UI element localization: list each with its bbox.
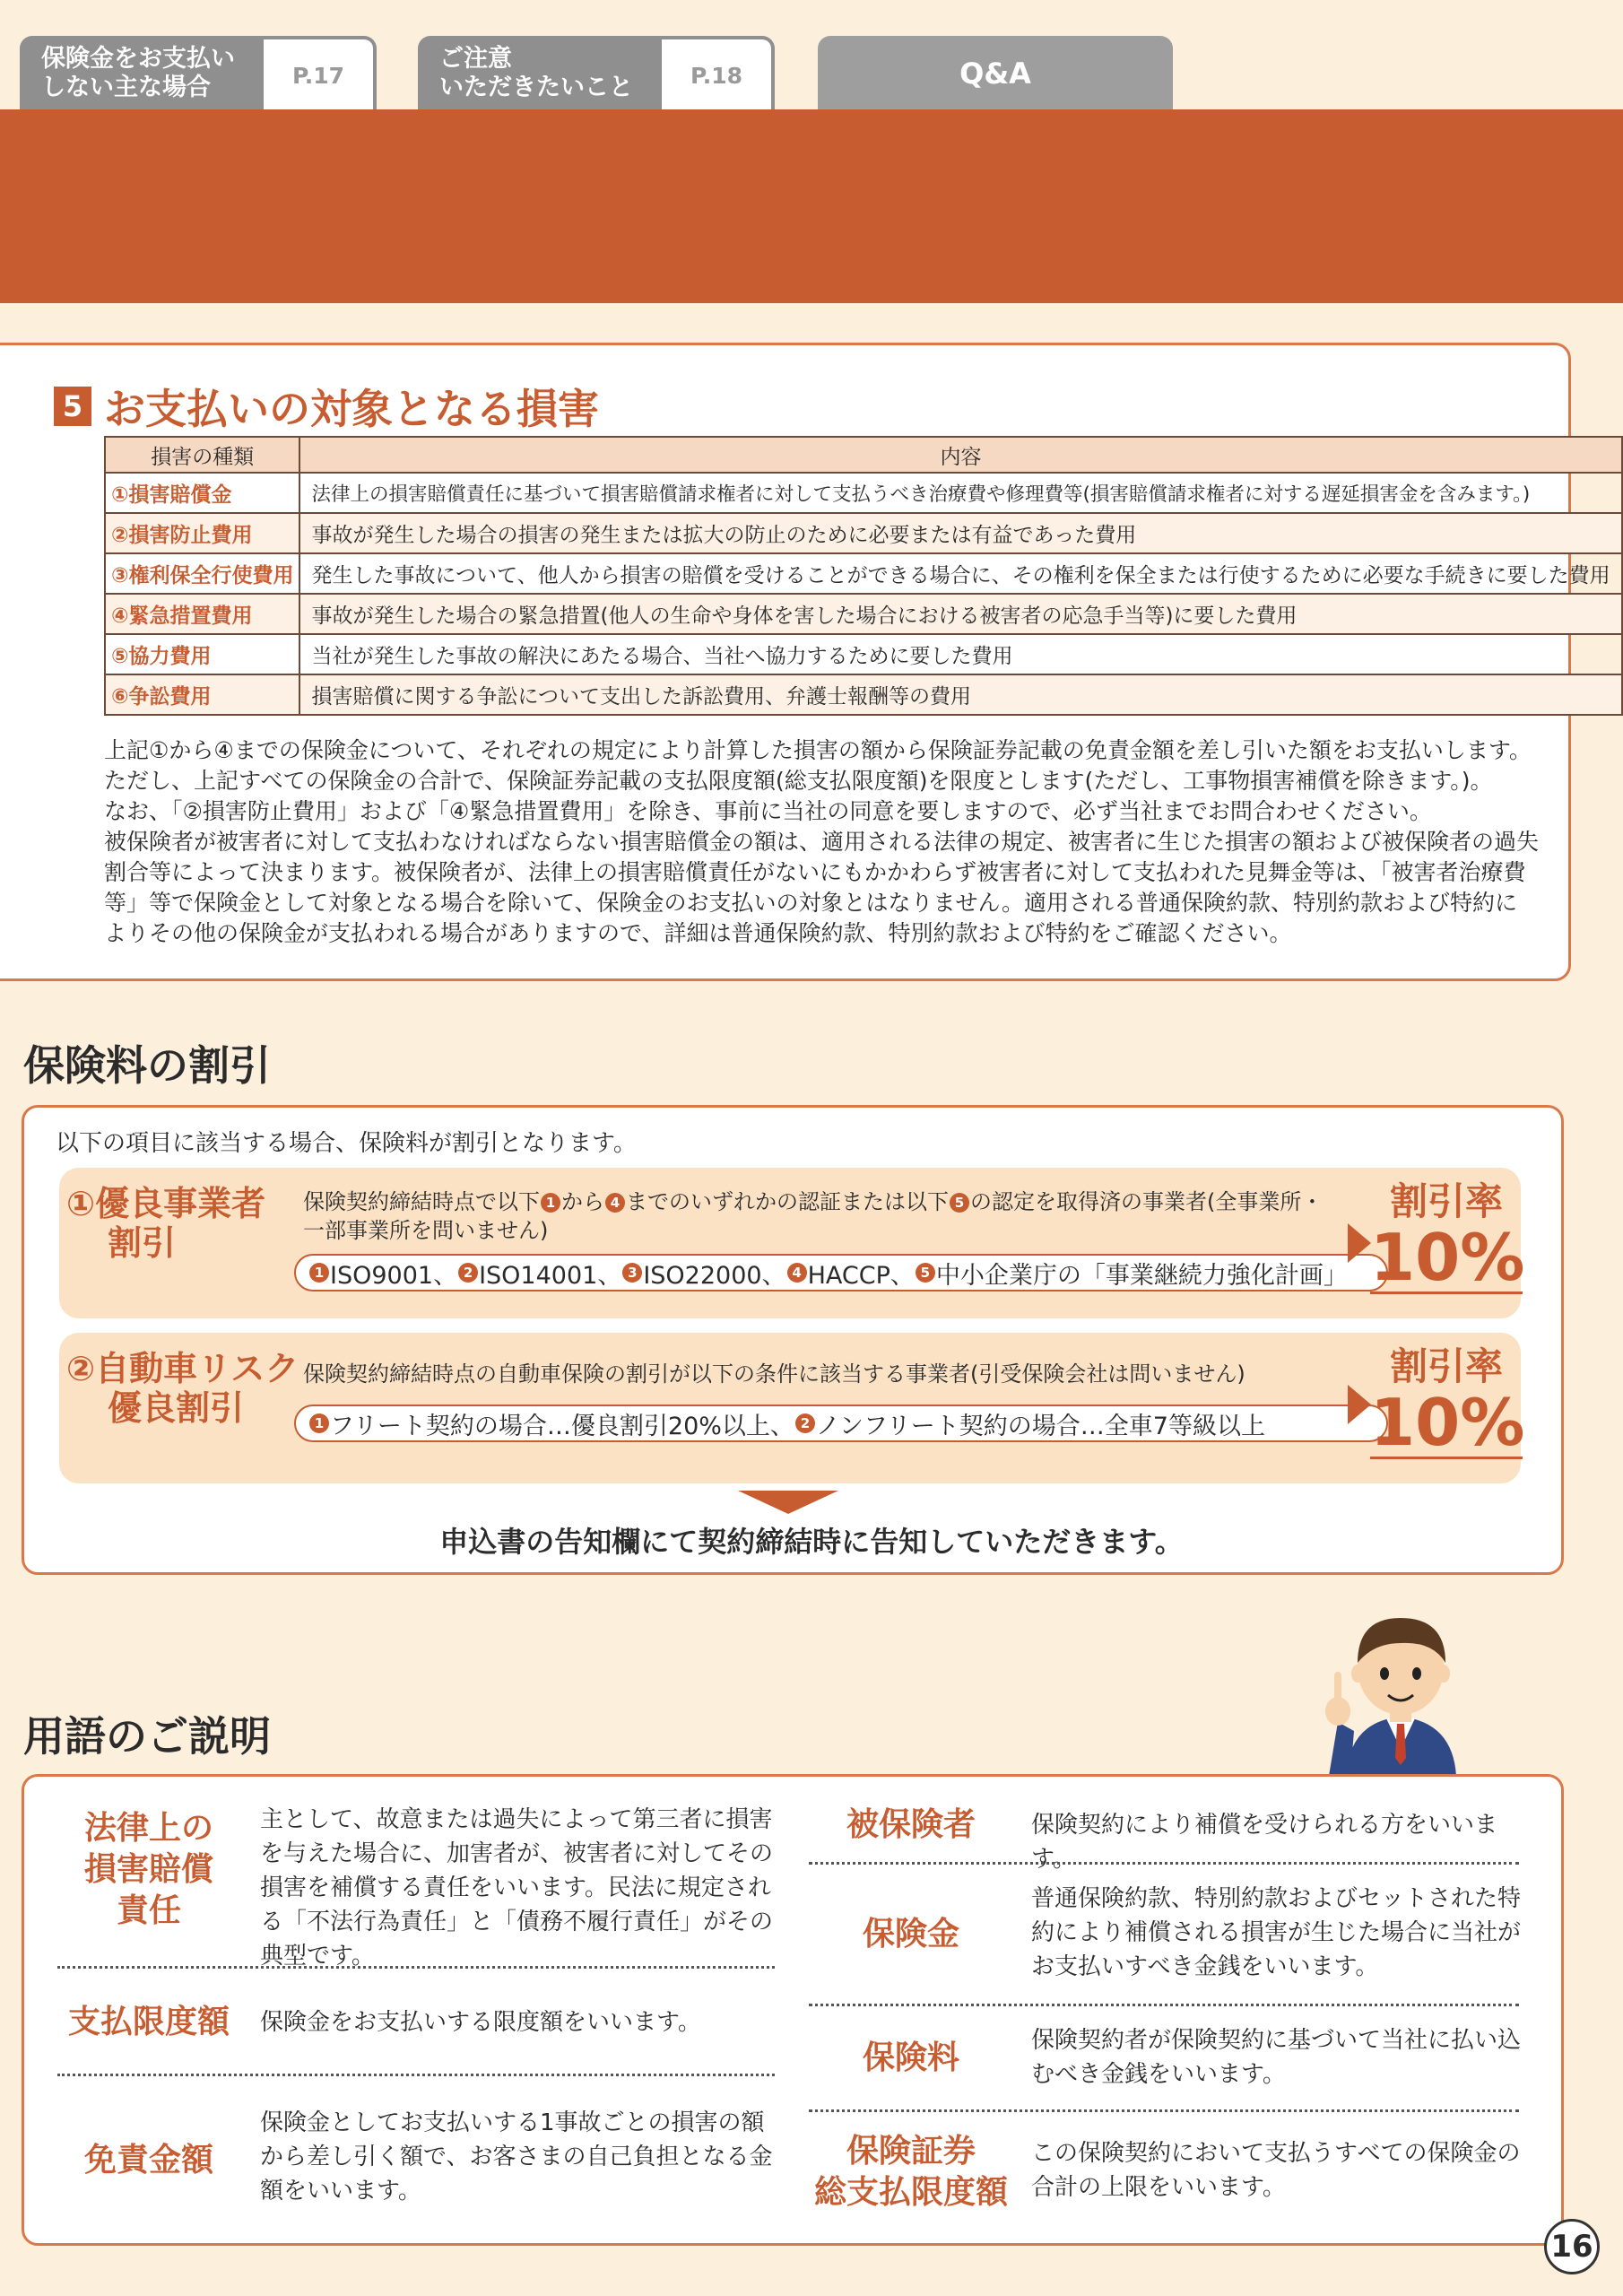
- arrow-down-icon: [738, 1491, 838, 1514]
- tab-page-ref: P.18: [662, 39, 771, 111]
- glossary-definition: 主として、故意または過失によって第三者に損害を与えた場合に、加害者が、被害者に対してその損害を補償する責任をいいます。民法に規定される「不法行為責任」と「債務不履行責任」がその典型です。: [260, 1806, 774, 1970]
- glossary-term: 免責金額: [83, 2142, 213, 2179]
- damage-kind: ⑥争訟費用: [105, 674, 299, 715]
- damage-content: 事故が発生した場合の損害の発生または拡大の防止のために必要または有益であった費用: [299, 513, 1621, 553]
- discount-item: [59, 1333, 1525, 1483]
- damage-kind: ①損害賠償金: [105, 473, 299, 513]
- arrow-right-icon: [1348, 1223, 1371, 1263]
- damage-kind: ⑤協力費用: [105, 634, 299, 674]
- damage-kind: ②損害防止費用: [105, 513, 299, 553]
- arrow-right-icon: [1348, 1385, 1371, 1424]
- discount-description: 保険契約締結時点で以下 1 から 4 までのいずれかの認証または以下 5 の認定を取得済の事業者(全事業所・ 一部事業所を問いません): [303, 1189, 1324, 1243]
- header-band: [0, 109, 1623, 303]
- damage-table: [104, 436, 1623, 716]
- discount-description: 保険契約締結時点の自動車保険の割引が以下の条件に該当する事業者(引受保険会社は問いません): [303, 1361, 1245, 1387]
- discount-name-line: ②自動車リスク: [66, 1349, 299, 1388]
- note-paragraph: 被保険者が被害者に対して支払わなければならない損害賠償金の額は、適用される法律の規定、被害者に生じた損害の額および被保険者の過失割合等によって決まります。被保険者が、法律上の損害賠償責任がないにもかかわらず被害者に対して支払われた見舞金等は、「被害者治療費等」等で保険金として対象となる場合を除いて、保険金のお支払いの対象とはなりません。適用される普通保険約款、特別約款および特約によりその他の保険金が支払われる場合がありますので、詳細は普通保険約款、特別約款および特約をご確認ください。: [104, 829, 1540, 946]
- damage-content: 発生した事故について、他人から損害の賠償を受けることができる場合に、その権利を保全または行使するために必要な手続きに要した費用: [299, 553, 1621, 594]
- discount-rate: [1370, 1345, 1523, 1459]
- circled-number: 4: [787, 1263, 807, 1283]
- note-paragraph: 上記①から④までの保険金について、それぞれの規定により計算した損害の額から保険証券記載の免責金額を差し引いた額をお支払いします。: [104, 737, 1532, 763]
- discount-name-line: ①優良事業者: [66, 1184, 266, 1223]
- certification-list: 1 ISO9001、 2 ISO14001、 3 ISO22000、 4 HACCP、 5 中小企業庁の「事業継続力強化計画」: [294, 1254, 1388, 1292]
- table-row: [105, 513, 1622, 553]
- rate-value: 10%: [1370, 1220, 1525, 1295]
- glossary-definition: 保険金としてお支払いする1事故ごとの損害の額から差し引く額で、お客さまの自己負担となる金額をいいます。: [260, 2109, 773, 2205]
- circled-number: 2: [795, 1413, 815, 1433]
- discount-rate: [1370, 1180, 1523, 1294]
- note-paragraph: なお、「②損害防止費用」および「④緊急措置費用」を除き、事前に当社の同意を要しますので、必ず当社までお問合わせください。: [104, 798, 1432, 824]
- circled-number: 3: [622, 1263, 642, 1283]
- column-header: 損害の種類: [105, 437, 299, 473]
- rate-label: 割引率: [1389, 1344, 1503, 1388]
- tab-label: Q&A: [959, 57, 1031, 91]
- condition-list: 1 フリート契約の場合…優良割引20%以上、 2 ノンフリート契約の場合…全車7等級以上: [294, 1405, 1388, 1442]
- dotted-divider: [809, 2004, 1519, 2006]
- dotted-divider: [57, 1966, 775, 1969]
- table-row: [105, 473, 1622, 513]
- glossary-term: 保険金: [862, 1916, 959, 1952]
- glossary-definition: 保険契約者が保険契約に基づいて当社に払い込むべき金銭をいいます。: [1031, 2027, 1522, 2088]
- dotted-divider: [809, 1862, 1519, 1865]
- tab-non-payment-cases[interactable]: [20, 36, 377, 111]
- section-title: [54, 377, 599, 436]
- discount-name-line: 優良割引: [108, 1388, 245, 1428]
- discount-title: 保険料の割引: [23, 1041, 271, 1090]
- circled-number: 4: [605, 1193, 625, 1213]
- damage-content: 法律上の損害賠償責任に基づいて損害賠償請求権者に対して支払うべき治療費や修理費等(損害賠償請求権者に対する遅延損害金を含みます。): [299, 473, 1621, 513]
- glossary-definition: 保険契約により補償を受けられる方をいいます。: [1031, 1812, 1498, 1873]
- dotted-divider: [57, 2074, 775, 2076]
- glossary-definition: 普通保険約款、特別約款およびセットされた特約により補償される損害が生じた場合に当社がお支払いすべき金銭をいいます。: [1031, 1885, 1522, 1980]
- rate-label: 割引率: [1389, 1179, 1503, 1223]
- table-header-row: [105, 437, 1622, 473]
- circled-number: 1: [309, 1413, 329, 1433]
- discount-intro: 以下の項目に該当する場合、保険料が割引となります。: [56, 1130, 637, 1157]
- pointing-man-illustration: [1311, 1605, 1490, 1776]
- dotted-divider: [809, 2109, 1519, 2112]
- glossary-term: 被保険者: [846, 1806, 976, 1843]
- tab-label: ご注意 いただきたいこと: [439, 45, 633, 101]
- tab-page-ref: P.17: [264, 39, 373, 111]
- tab-label: 保険金をお支払い しない主な場合: [41, 45, 235, 101]
- circled-number: 5: [916, 1263, 935, 1283]
- circled-number: 1: [541, 1193, 560, 1213]
- damage-content: 損害賠償に関する争訟について支出した訴訟費用、弁護士報酬等の費用: [299, 674, 1621, 715]
- glossary-term: 保険証券 総支払限度額: [813, 2133, 1008, 2211]
- discount-name-line: 割引: [108, 1223, 177, 1263]
- note-paragraph: ただし、上記すべての保険金の合計で、保険証券記載の支払限度額(総支払限度額)を限度とします(ただし、工事物損害補償を除きます。)。: [104, 768, 1493, 794]
- page-number: 16: [1544, 2219, 1600, 2274]
- circled-number: 2: [458, 1263, 478, 1283]
- section-number: 5: [54, 387, 91, 426]
- column-header: 内容: [299, 437, 1621, 473]
- discount-item: [59, 1168, 1525, 1318]
- glossary-title: 用語のご説明: [23, 1712, 271, 1761]
- table-row: [105, 634, 1622, 674]
- notice-text: 申込書の告知欄にて契約締結時に告知していただきます。: [439, 1525, 1184, 1559]
- glossary-definition: この保険契約において支払うすべての保険金の合計の上限をいいます。: [1031, 2140, 1521, 2201]
- circled-number: 5: [950, 1193, 969, 1213]
- tab-precautions[interactable]: [418, 36, 775, 111]
- glossary-term: 保険料: [862, 2039, 959, 2076]
- table-row: [105, 553, 1622, 594]
- table-row: [105, 674, 1622, 715]
- glossary-term: 法律上の 損害賠償 責任: [83, 1810, 213, 1929]
- damage-content: 事故が発生した場合の緊急措置(他人の生命や身体を害した場合における被害者の応急手当等)に要した費用: [299, 594, 1621, 634]
- damage-content: 当社が発生した事故の解決にあたる場合、当社へ協力するために要した費用: [299, 634, 1621, 674]
- damage-kind: ④緊急措置費用: [105, 594, 299, 634]
- payment-notes: [104, 735, 1539, 949]
- rate-value: 10%: [1370, 1385, 1525, 1460]
- glossary-term: 支払限度額: [67, 2004, 230, 2040]
- glossary-definition: 保険金をお支払いする限度額をいいます。: [260, 2009, 701, 2036]
- tab-qa[interactable]: [818, 36, 1173, 111]
- section-heading: お支払いの対象となる損害: [104, 385, 599, 433]
- damage-kind: ③権利保全行使費用: [105, 553, 299, 594]
- table-row: [105, 594, 1622, 634]
- circled-number: 1: [309, 1263, 329, 1283]
